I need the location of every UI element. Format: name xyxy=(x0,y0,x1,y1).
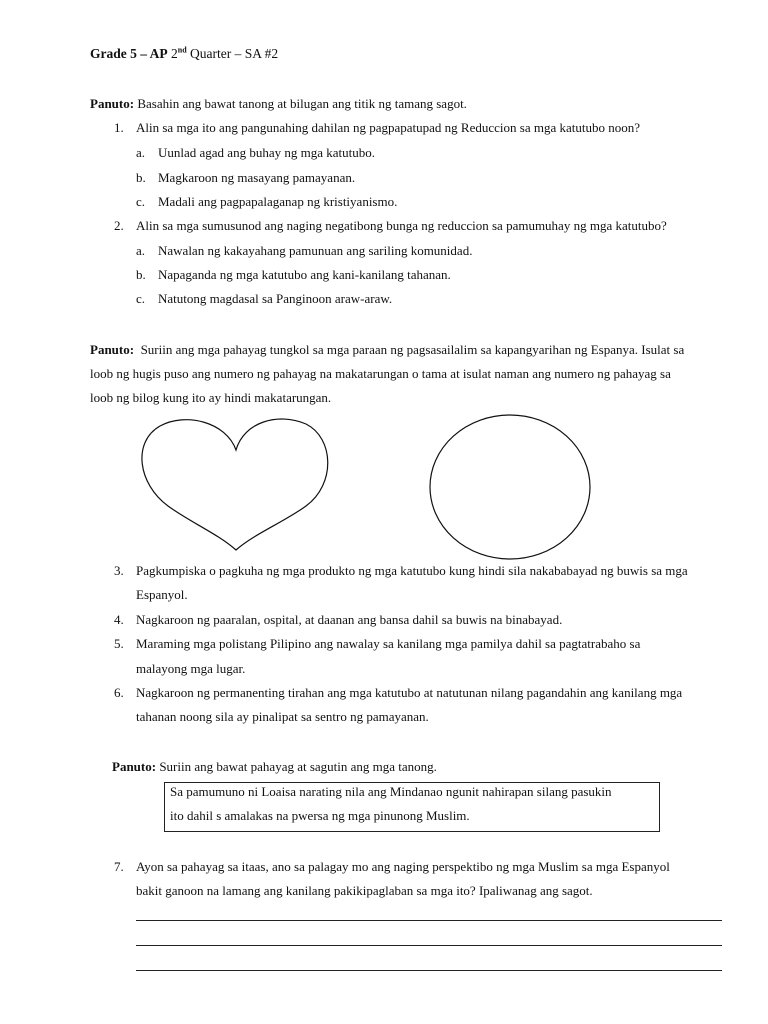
choice-text: Madali ang pagpapalaganap ng kristiyanismo. xyxy=(158,194,398,209)
question-number: 1. xyxy=(114,120,124,135)
statement-text: Espanyol. xyxy=(136,587,188,602)
answer-line[interactable] xyxy=(136,970,722,971)
choice-letter: a. xyxy=(136,145,146,160)
title-quarter-rest: Quarter – SA #2 xyxy=(190,46,279,61)
statement-text: Nagkaroon ng paaralan, ospital, at daanan ang bansa dahil sa buwis na binabayad. xyxy=(136,612,563,627)
question-text: Alin sa mga ito ang pangunahing dahilan ng pagpapatupad ng Reduccion sa mga katutubo noon? xyxy=(136,120,640,135)
statement-text: tahanan noong sila ay pinalipat sa sentro ng pamayanan. xyxy=(136,709,429,724)
section1-instruction-text: Basahin ang bawat tanong at bilugan ang titik ng tamang sagot. xyxy=(137,96,467,111)
choice-letter: c. xyxy=(136,291,146,306)
title-quarter-sup: nd xyxy=(177,45,187,55)
statement-number: 4. xyxy=(114,612,124,627)
statement-text: Pagkumpiska o pagkuha ng mga produkto ng mga katutubo kung hindi sila nakababayad ng buwis sa mga xyxy=(136,563,688,578)
statement-text: Nagkaroon ng permanenting tirahan ang mga katutubo at natutunan nilang pagandahin ang kanilang mga xyxy=(136,685,683,700)
section2-instruction-line3: loob ng bilog kung ito ay hindi makatarungan. xyxy=(90,390,332,405)
section3-instruction-text: Suriin ang bawat pahayag at sagutin ang mga tanong. xyxy=(159,759,437,774)
choice-text: Magkaroon ng masayang pamayanan. xyxy=(158,170,356,185)
choice-letter: b. xyxy=(136,170,146,185)
section2-instruction-line1 xyxy=(90,342,684,358)
section1-label: Panuto: xyxy=(90,96,135,111)
heart-answer-shape[interactable] xyxy=(138,414,338,556)
choice-text: Napaganda ng mga katutubo ang kani-kanilang tahanan. xyxy=(158,267,451,282)
question-number: 2. xyxy=(114,218,124,233)
question-text: Alin sa mga sumusunod ang naging negatibong bunga ng reduccion sa pamumuhay ng mga katutubo? xyxy=(136,218,667,233)
section3-label: Panuto: xyxy=(112,759,157,774)
choice-letter: b. xyxy=(136,267,146,282)
choice-letter: c. xyxy=(136,194,146,209)
section2-label: Panuto: xyxy=(90,342,135,357)
answer-line[interactable] xyxy=(136,920,722,921)
statement-number: 3. xyxy=(114,563,124,578)
circle-answer-shape[interactable] xyxy=(426,412,594,562)
title-grade-ap: Grade 5 – AP xyxy=(90,46,168,61)
question-text: bakit ganoon na lamang ang kanilang pakikipaglaban sa mga ito? Ipaliwanag ang sagot. xyxy=(136,883,593,898)
statement-text: Maraming mga polistang Pilipino ang nawalay sa kanilang mga pamilya dahil sa pagtatrabaho sa xyxy=(136,636,641,651)
section3-instruction xyxy=(112,759,437,775)
answer-line[interactable] xyxy=(136,945,722,946)
choice-text: Nawalan ng kakayahang pamunuan ang sariling komunidad. xyxy=(158,243,473,258)
title-quarter-num: 2 xyxy=(171,46,178,61)
choice-text: Uunlad agad ang buhay ng mga katutubo. xyxy=(158,145,375,160)
question-number: 7. xyxy=(114,859,124,874)
question-text: Ayon sa pahayag sa itaas, ano sa palagay mo ang naging perspektibo ng mga Muslim sa mga Espanyol xyxy=(136,859,670,874)
statement-number: 6. xyxy=(114,685,124,700)
statement-text: malayong mga lugar. xyxy=(136,661,246,676)
section2-line-text: Suriin ang mga pahayag tungkol sa mga paraan ng pagsasailalim sa kapangyarihan ng Espanya. Isulat sa xyxy=(140,342,685,357)
passage-line: Sa pamumuno ni Loaisa narating nila ang Mindanao ngunit nahirapan silang pasukin xyxy=(170,784,612,799)
section1-instruction xyxy=(90,96,467,112)
choice-text: Natutong magdasal sa Panginoon araw-araw. xyxy=(158,291,393,306)
choice-letter: a. xyxy=(136,243,146,258)
section2-instruction-line2: loob ng hugis puso ang numero ng pahayag na makatarungan o tama at isulat naman ang numero ng pahayag sa xyxy=(90,366,671,381)
passage-line: ito dahil s amalakas na pwersa ng mga pinunong Muslim. xyxy=(170,808,470,823)
page-title xyxy=(90,46,278,62)
statement-number: 5. xyxy=(114,636,124,651)
